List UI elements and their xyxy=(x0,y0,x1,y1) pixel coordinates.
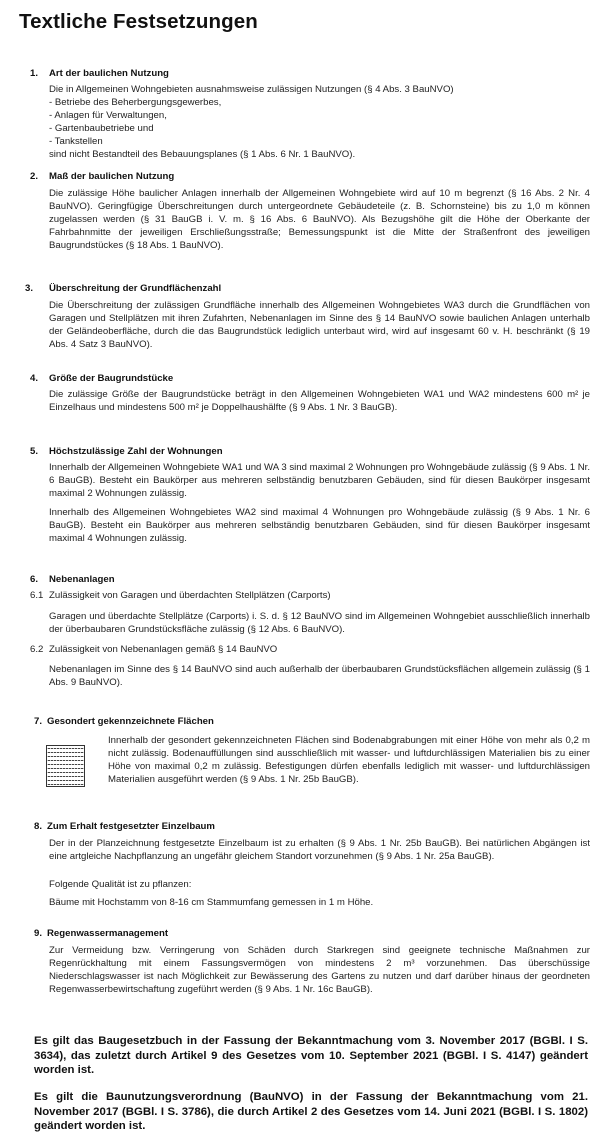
section-number: 4. xyxy=(30,373,39,384)
intro-text: Die in Allgemeinen Wohngebieten ausnahmsweise zulässigen Nutzungen (§ 4 Abs. 3 BauNVO) xyxy=(49,84,454,95)
section-number: 2. xyxy=(30,171,39,182)
paragraph: Die zulässige Höhe baulicher Anlagen innerhalb der Allgemeinen Wohngebiete wird auf 10 m begrenzt (§ 16 Abs. 2 Nr. 4 BauNVO). Geringfügige Überschreitungen durch untergeordnete Gebäudeteile (z. B. Schornsteine) bis zu 1,0 m können zugelassen werden (§ 31 BauGB i. V. m. § 16 Abs. 6 BauNVO). Als Bezugshöhe gilt die Höhe der Oberkante der Fahrbahnmitte der jeweiligen Erschließungsstraße; Bemessungspunkt ist die Mitte der Straßenfront des jeweiligen Baugrundstückes (§ 18 Abs. 1 BauNVO). xyxy=(49,188,590,251)
paragraph: Der in der Planzeichnung festgesetzte Einzelbaum ist zu erhalten (§ 9 Abs. 1 Nr. 25b BauGB). Bei natürlichen Abgängen ist eine artgleiche Nachpflanzung an ungefähr gleichem Standort vorzunehmen (§ 9 Abs. 1 Nr. 25a BauGB). xyxy=(49,838,590,862)
section-number: 9. xyxy=(34,928,43,939)
section-number: 5. xyxy=(30,446,39,457)
section-4-body xyxy=(49,389,590,415)
list-item: - Tankstellen xyxy=(49,135,103,147)
subsection-title: Zulässigkeit von Nebenanlagen gemäß § 14 BauNVO xyxy=(49,644,278,655)
paragraph: Zur Vermeidung bzw. Verringerung von Schäden durch Starkregen sind geeignete technische Maßnahmen zur Regenrückhaltung mit einem Fassungsvermögen von mindestens 2 m³ vorzunehmen. Das überschüssige Niederschlagswasser ist nach Möglichkeit zur Bewässerung des Gartens zu nutzen und darf darüber hinaus der geordneten Regenwasserbewirtschaftung zugeführt werden (§ 9 Abs. 1 Nr. 16c BauGB). xyxy=(49,945,590,995)
subsection-title: Zulässigkeit von Garagen und überdachten Stellplätzen (Carports) xyxy=(49,590,331,601)
section-8-body-3 xyxy=(49,897,590,910)
paragraph: Folgende Qualität ist zu pflanzen: xyxy=(49,879,192,890)
list-item: - Gartenbaubetriebe und xyxy=(49,122,154,134)
section-title: Regenwassermanagement xyxy=(47,928,169,939)
section-number: 7. xyxy=(34,716,43,727)
paragraph: Innerhalb der gesondert gekennzeichneten Flächen sind Bodenabgrabungen mit einer Höhe von mehr als 0,2 m nicht zulässig. Bodenauffüllungen sind ausschließlich mit wasser- und luftdurchlässigen Materialien bis zu einer Höhe von maximal 0,2 m zulässig. Befestigungen dürfen ebenfalls lediglich mit wasser- und luftdurchlässigen Materialien ausgeführt werden (§ 9 Abs. 1 Nr. 25b BauGB). xyxy=(108,735,590,785)
hatched-area-legend-icon xyxy=(46,745,85,787)
subsection-6-2-body xyxy=(49,664,590,690)
section-number: 8. xyxy=(34,821,43,832)
section-number: 3. xyxy=(25,283,34,294)
paragraph: Nebenanlagen im Sinne des § 14 BauNVO sind auch außerhalb der überbaubaren Grundstücksflächen allgemein zulässig (§ 1 Abs. 9 BauNVO). xyxy=(49,664,590,688)
section-title: Nebenanlagen xyxy=(49,574,115,585)
section-title: Überschreitung der Grundflächenzahl xyxy=(49,283,222,294)
outro-text: sind nicht Bestandteil des Bebauungsplanes (§ 1 Abs. 6 Nr. 1 BauNVO). xyxy=(49,148,356,160)
paragraph: Die zulässige Größe der Baugrundstücke beträgt in den Allgemeinen Wohngebieten WA1 und WA2 mindestens 600 m² je Einzelhaus und mindestens 500 m² je Doppelhaushälfte (§ 9 Abs. 1 Nr. 3 BauGB). xyxy=(49,389,590,413)
section-2-body xyxy=(49,188,590,253)
section-number: 1. xyxy=(30,68,39,79)
section-title: Maß der baulichen Nutzung xyxy=(49,171,175,182)
section-title: Art der baulichen Nutzung xyxy=(49,68,169,79)
section-title: Größe der Baugrundstücke xyxy=(49,373,174,384)
section-number: 6. xyxy=(30,574,39,585)
paragraph: Bäume mit Hochstamm von 8-16 cm Stammumfang gemessen in 1 m Höhe. xyxy=(49,897,374,908)
section-title: Höchstzulässige Zahl der Wohnungen xyxy=(49,446,223,457)
subsection-number: 6.1 xyxy=(30,590,44,601)
section-9-body xyxy=(49,945,590,997)
legal-note-baunvo: Es gilt die Baunutzungsverordnung (BauNVO) in der Fassung der Bekanntmachung vom 21. November 2017 (BGBl. I S. 3786), die durch Artikel 2 des Gesetzes vom 14. Juni 2021 (BGBl. I S. 1802) geändert worden ist. xyxy=(34,1091,588,1133)
legal-note-baugb: Es gilt das Baugesetzbuch in der Fassung der Bekanntmachung vom 3. November 2017 (BGBl. I S. 3634), das zuletzt durch Artikel 9 des Gesetzes vom 10. September 2021 (BGBl. I S. 4147) geändert worden ist. xyxy=(34,1035,588,1077)
paragraph: Innerhalb des Allgemeinen Wohngebietes WA2 sind maximal 4 Wohnungen pro Wohngebäude zulässig (§ 9 Abs. 1 Nr. 6 BauGB). Besteht ein Baukörper aus mehreren selbständig benutzbaren Gebäuden, sind für diesen Baukörper insgesamt maximal 4 Wohnungen zulässig. xyxy=(49,507,590,544)
section-3-body xyxy=(49,300,590,352)
section-5-body-1 xyxy=(49,462,590,501)
list-item: - Betriebe des Beherbergungsgewerbes, xyxy=(49,96,222,108)
section-title: Gesondert gekennzeichnete Flächen xyxy=(47,716,214,727)
section-title: Zum Erhalt festgesetzter Einzelbaum xyxy=(47,821,215,832)
section-7-body xyxy=(108,735,590,787)
paragraph: Garagen und überdachte Stellplätze (Carports) i. S. d. § 12 BauNVO sind im Allgemeinen Wohngebiet ausschließlich innerhalb der überbaubaren Grundstücksfläche zulässig (§ 12 Abs. 6 BauNVO). xyxy=(49,611,590,635)
paragraph: Innerhalb der Allgemeinen Wohngebiete WA1 und WA 3 sind maximal 2 Wohnungen pro Wohngebäude zulässig (§ 9 Abs. 1 Nr. 6 BauGB). Besteht ein Baukörper aus mehreren selbständig benutzbaren Gebäuden, sind für diesen Baukörper insgesamt maximal 2 Wohnungen zulässig. xyxy=(49,462,590,499)
list-item: - Anlagen für Verwaltungen, xyxy=(49,109,167,121)
section-5-body-2 xyxy=(49,507,590,546)
subsection-6-1-body xyxy=(49,611,590,637)
section-1-body xyxy=(49,84,589,161)
page-title: Textliche Festsetzungen xyxy=(19,10,258,33)
subsection-number: 6.2 xyxy=(30,644,44,655)
paragraph: Die Überschreitung der zulässigen Grundfläche innerhalb des Allgemeinen Wohngebietes WA3 durch die Grundflächen von Garagen und Stellplätzen mit ihren Zufahrten, Nebenanlagen im Sinne des § 14 BauNVO sowie baulichen Anlagen unterhalb der Geländeoberfläche, durch die das Baugrundstück lediglich unterbaut wird, wird auf insgesamt 60 v. H. beschränkt (§ 19 Abs. 4 Satz 3 BauNVO). xyxy=(49,300,590,350)
section-8-body-2 xyxy=(49,879,590,892)
section-8-body-1 xyxy=(49,838,590,864)
